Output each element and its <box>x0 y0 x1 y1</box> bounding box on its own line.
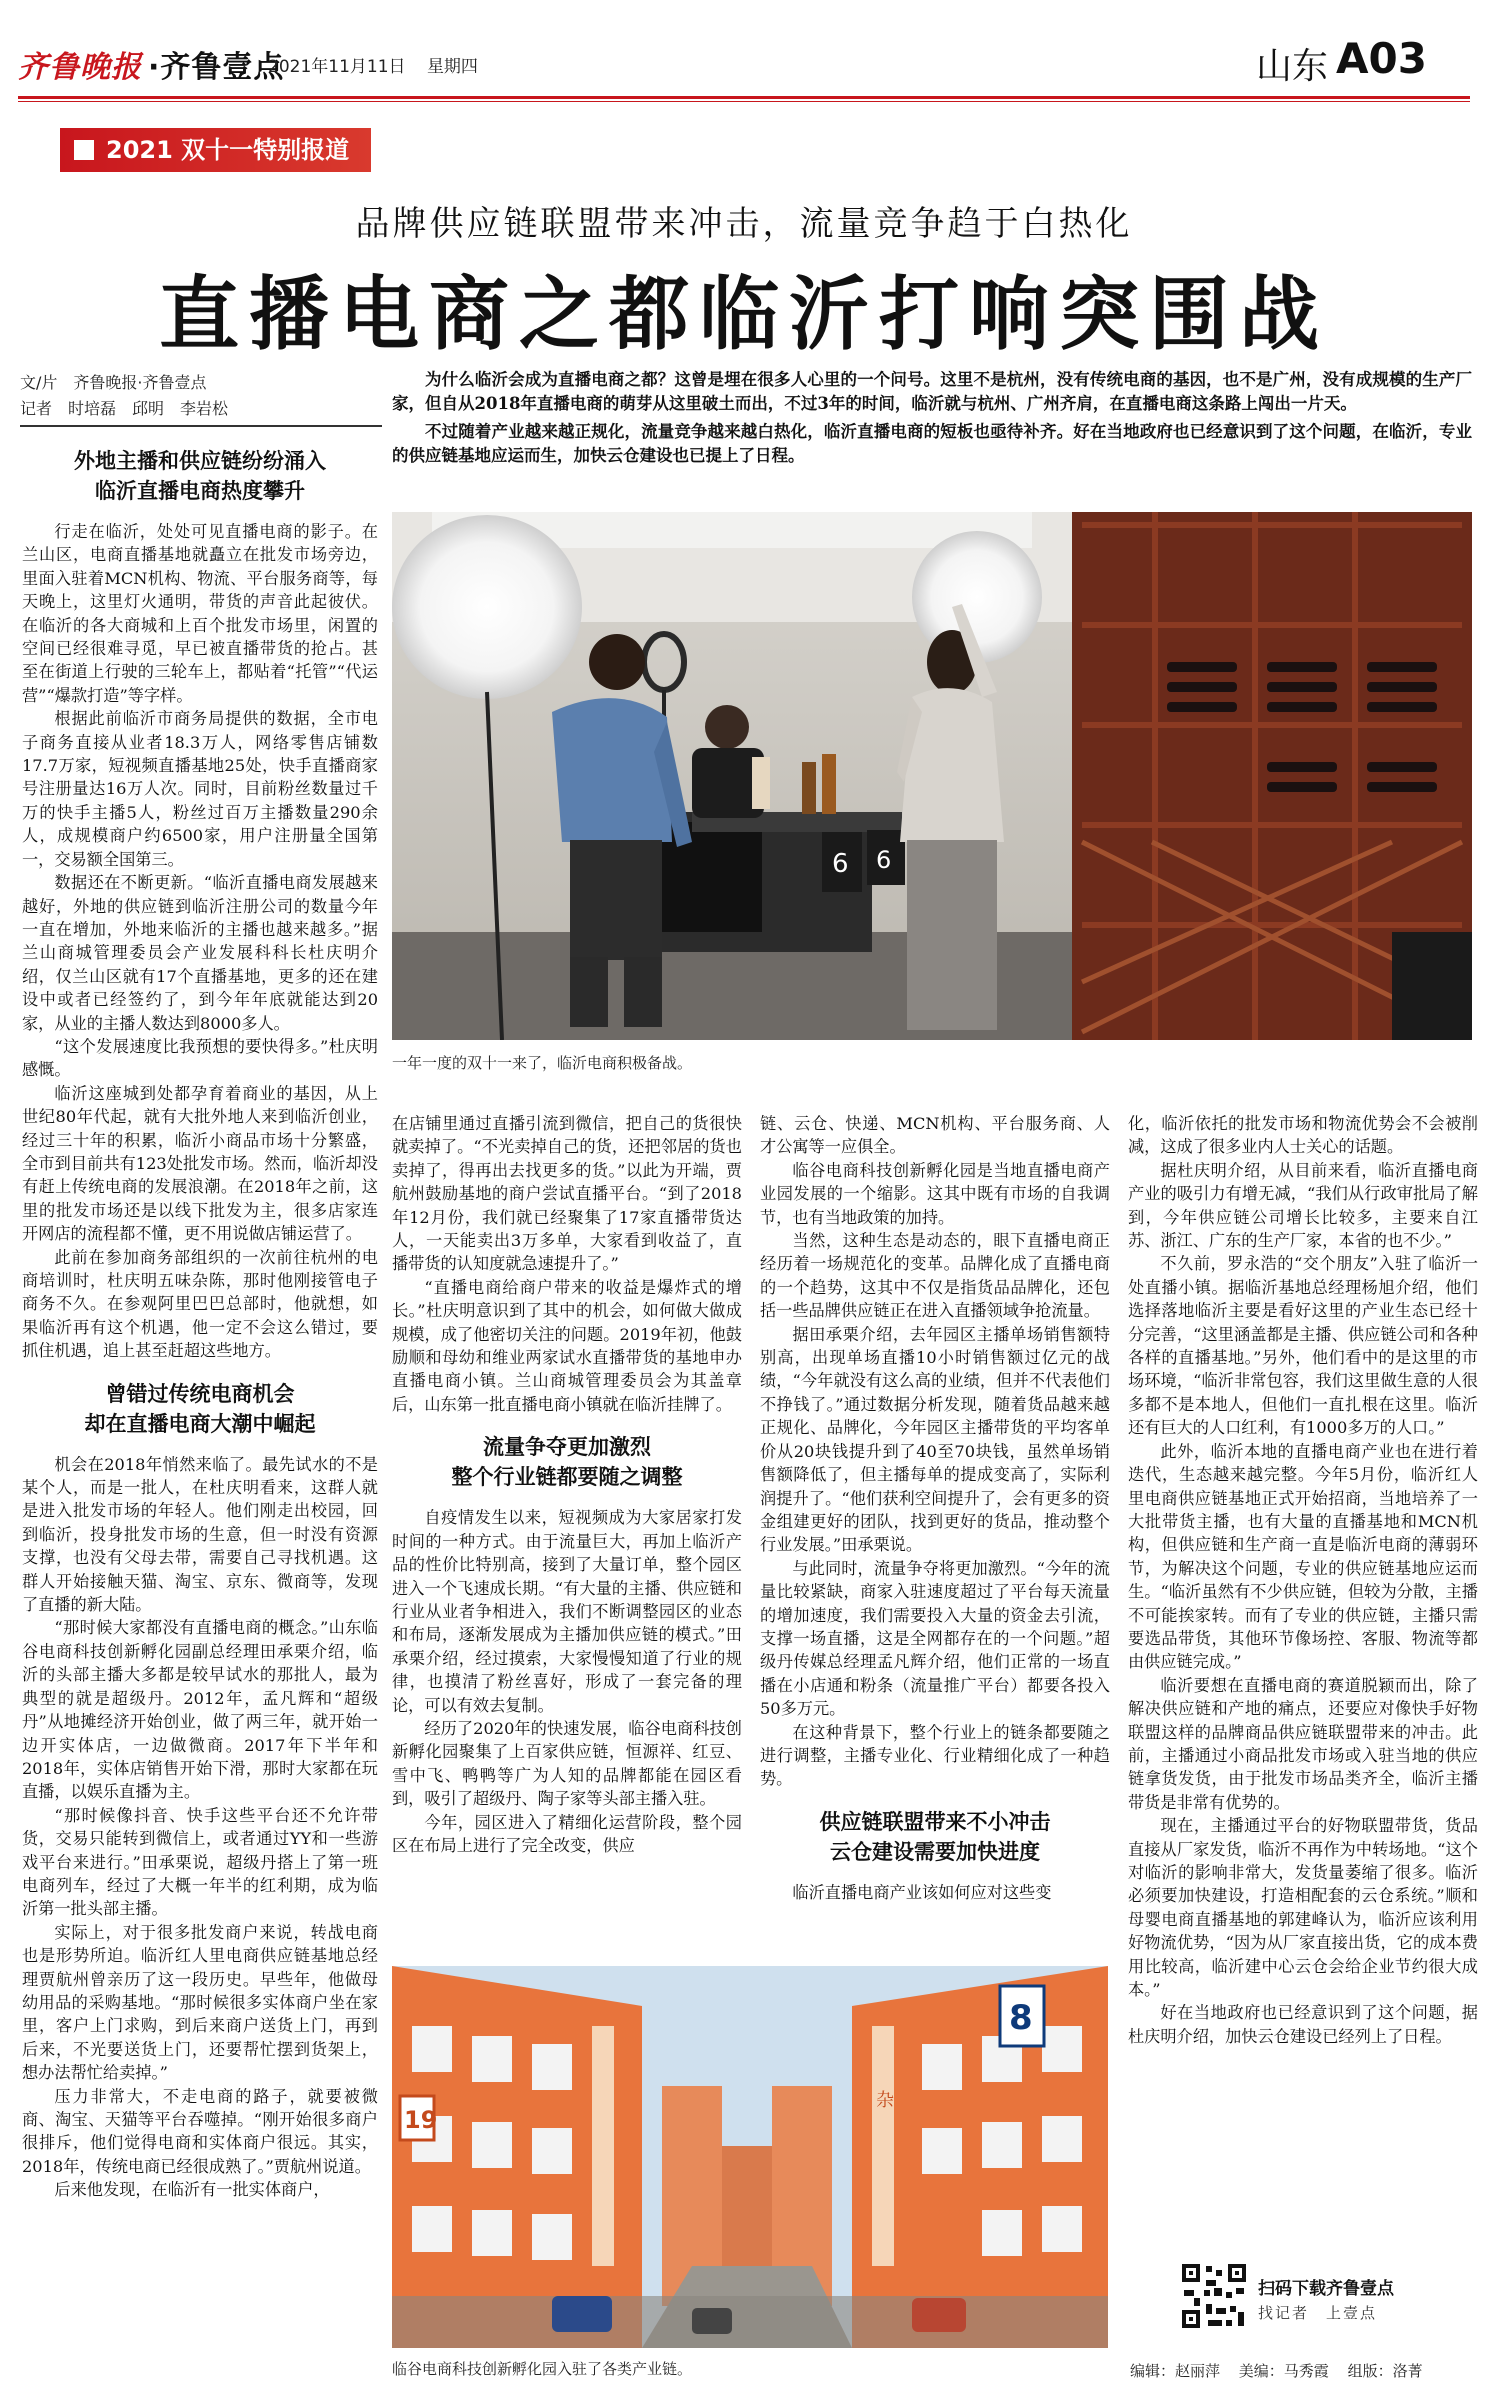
qr-subtitle: 找记者 上壹点 <box>1258 2304 1378 2322</box>
body-paragraph: 实际上，对于很多批发商户来说，转战电商也是形势所迫。临沂红人里电商供应链基地总经理贾航州曾亲历了这一段历史。早些年，他做母幼用品的采购基地。“那时候很多实体商户坐在家里，客户上门求购，到后来商户送货上门，再到后来，不光要送货上门，还要帮忙摆到货架上，想办法帮忙给卖掉。” <box>22 1922 378 2083</box>
article-column-2 <box>392 1112 742 1972</box>
body-paragraph: 后来他发现，在临沂有一批实体商户， <box>54 2180 330 2200</box>
vertical-sign-text: 杂 <box>876 2090 894 2111</box>
masthead <box>0 0 1488 108</box>
editor-credit: 编辑：赵丽萍 <box>1130 2362 1221 2380</box>
body-paragraph: 当然，这种生态是动态的，眼下直播电商正经历着一场规范化的变革。品牌化成了直播电商的一个趋势，这其中不仅是指货品品牌化，还包括一些品牌供应链正在进入直播领域争抢流量。 <box>760 1231 1110 1321</box>
photo1-caption: 一年一度的双十一来了，临沂电商积极备战。 <box>392 1054 693 1072</box>
building-number-left: 19 <box>404 2106 438 2134</box>
body-paragraph: “直播电商给商户带来的收益是爆炸式的增长。”杜庆明意识到了其中的机会，如何做大做成规模，成了他密切关注的问题。2019年初，他鼓励顺和母幼和维业两家试水直播带货的基地申办直播电商小镇。兰山商城管理委员会为其盖章后，山东第一批直播电商小镇就在临沂挂牌了。 <box>392 1277 742 1414</box>
special-report-banner <box>60 128 371 172</box>
body-paragraph: 临沂这座城到处都孕育着商业的基因，从上世纪80年代起，就有大批外地人来到临沂创业，经过三十年的积累，临沂小商品市场十分繁盛，全市到目前共有123处批发市场。然而，临沂却没有赶上传统电商的发展浪潮。在2018年之前，这里的批发市场还是以线下批发为主，很多店家连开网店的流程都不懂，更不用说做店铺运营了。 <box>22 1083 378 1244</box>
article-column-1 <box>22 446 378 2386</box>
section-name: 山东 <box>1256 46 1329 87</box>
brand-app-name: ·齐鲁壹点 <box>148 50 285 85</box>
body-paragraph: 数据还在不断更新。“临沂直播电商发展越来越好，外地的供应链到临沂注册公司的数量今年一直在增加，外地来临沂的主播也越来越多。”据兰山商城管理委员会产业发展科科长杜庆明介绍，仅兰山区就有17个直播基地，更多的还在建设中或者已经签约了，到今年年底就能达到20家，从业的主播人数达到8000多人。 <box>22 873 378 1033</box>
qr-download-label: 扫码下载齐鲁壹点 <box>1258 2279 1394 2299</box>
article-headline: 直播电商之都临沂打响突围战 <box>159 267 1329 361</box>
body-paragraph: 与此同时，流量争夺将更加激烈。“今年的流量比较紧缺，商家入驻速度超过了平台每天流量的增加速度，我们需要投入大量的资金去引流，支撑一场直播，这是全网都存在的一个问题。”超级丹传媒总经理孟凡辉介绍，他们正常的一场直播在小店通和粉条（流量推广平台）都要各投入50多万元。 <box>760 1558 1110 1719</box>
body-paragraph: 压力非常大，不走电商的路子，就要被微商、淘宝、天猫等平台吞噬掉。“刚开始很多商户很排斥，他们觉得电商和实体商户很远。其实，2018年，传统电商已经很成熟了。”贾航州说道。 <box>22 2086 378 2176</box>
special-report-label: 2021 双十一特别报道 <box>106 136 350 164</box>
svg-text:6: 6 <box>876 846 892 874</box>
body-paragraph: 根据此前临沂市商务局提供的数据，全市电子商务直接从业者18.3万人，网络零售店铺数17.7万家，短视频直播基地25处，快手直播商家号注册量达16万人次。同时，目前粉丝数量过千万的快手主播5人，粉丝过百万主播数量290余人，成规模商户约6500家，用户注册量全国第一，交易额全国第三。 <box>22 709 378 869</box>
body-paragraph: 现在，主播通过平台的好物联盟带货，货品直接从厂家发货，临沂不再作为中转场地。“这个对临沂的影响非常大，发货量萎缩了很多。临沂必须要加快建设，打造相配套的云仓系统。”顺和母婴电商直播基地的郭建峰认为，临沂应该利用好物流优势，“因为从厂家直接出货，它的成本费用比较高，临沂建中心云仓会给企业节约很大成本。” <box>1128 1816 1478 2000</box>
masthead-rule <box>18 96 1470 99</box>
photo2-caption: 临谷电商科技创新孵化园入驻了各类产业链。 <box>392 2360 693 2378</box>
article-column-3 <box>760 1112 1110 1972</box>
article-intro <box>392 368 1472 472</box>
intro-paragraph: 不过随着产业越来越正规化，流量竞争越来越白热化，临沂直播电商的短板也亟待补齐。好在当地政府也已经意识到了这个问题，在临沂，专业的供应链基地应运而生，加快云仓建设也已提上了日程。 <box>392 422 1472 465</box>
page-credits <box>1130 2360 1437 2381</box>
body-paragraph: 临沂要想在直播电商的赛道脱颖而出，除了解决供应链和产地的痛点，还要应对像快手好物联盟这样的品牌商品供应链联盟带来的冲击。此前，主播通过小商品批发市场或入驻当地的供应链拿货发货，由于批发市场品类齐全，临沂主播带货是非常有优势的。 <box>1128 1675 1478 1812</box>
body-paragraph: 此前在参加商务部组织的一次前往杭州的电商培训时，杜庆明五味杂陈，那时他刚接管电子商务不久。在参观阿里巴巴总部时，他就想，如果临沂再有这个机遇，他一定不会这么错过，要抓住机遇，追上甚至赶超这些地方。 <box>22 1247 378 1361</box>
building-number-right: 8 <box>1009 1998 1033 2038</box>
body-paragraph: 链、云仓、快递、MCN机构、平台服务商、人才公寓等一应俱全。 <box>760 1114 1110 1157</box>
design-credit: 美编：马秀霞 <box>1238 2362 1329 2380</box>
body-paragraph: 化，临沂依托的批发市场和物流优势会不会被削减，这成了很多业内人士关心的话题。 <box>1128 1114 1478 1157</box>
article-subheadline: 品牌供应链联盟带来冲击，流量竞争趋于白热化 <box>355 204 1133 244</box>
body-paragraph: 此外，临沂本地的直播电商产业也在进行着迭代，生态越来越完整。今年5月份，临沂红人里电商供应链基地正式开始招商，当地培养了一大批带货主播，也有大量的直播基地和MCN机构，但供应链和生产商一直是临沂电商的薄弱环节，为解决这个问题，专业的供应链基地应运而生。“临沂虽然有不少供应链，但较为分散，主播不可能挨家转。而有了专业的供应链，主播只需要选品带货，其他环节像场控、客服、物流等都由供应链完成。” <box>1128 1441 1478 1672</box>
section-subheading: 供应链联盟带来不小冲击 云仓建设需要加快进度 <box>819 1808 1051 1864</box>
intro-paragraph: 为什么临沂会成为直播电商之都？这曾是埋在很多人心里的一个问号。这里不是杭州，没有传统电商的基因，也不是广州，没有成规模的生产厂家，但自从2018年直播电商的萌芽从这里破土而出，不过3年的时间，临沂就与杭州、广州齐肩，在直播电商这条路上闯出一片天。 <box>392 370 1472 413</box>
body-paragraph: 据杜庆明介绍，从目前来看，临沂直播电商产业的吸引力有增无减，“我们从行政审批局了解到，今年供应链公司增长比较多，主要来自江苏、浙江、广东的生产厂家，本省的也不少。” <box>1128 1160 1478 1251</box>
byline <box>20 370 380 422</box>
qr-code-icon[interactable] <box>1180 2262 1248 2330</box>
section-subheading: 流量争夺更加激烈 整个行业链都要随之调整 <box>451 1434 683 1490</box>
byline-source: 文/片 齐鲁晚报·齐鲁壹点 <box>20 373 207 392</box>
section-subheading: 外地主播和供应链纷纷涌入 临沂直播电商热度攀升 <box>74 448 326 503</box>
byline-reporters: 记者 时培磊 邱明 李岩松 <box>20 399 229 418</box>
body-paragraph: 自疫情发生以来，短视频成为大家居家打发时间的一种方式。由于流量巨大，再加上临沂产品的性价比特别高，接到了大量订单，整个园区进入一个飞速成长期。“有大量的主播、供应链和行业从业者争相进入，我们不断调整园区的业态和布局，逐渐发展成为主播加供应链的模式。”田承栗介绍，经过摸索，大家慢慢知道了行业的规律，也摸清了粉丝喜好，形成了一套完备的理论，可以有效去复制。 <box>392 1508 742 1715</box>
body-paragraph: 好在当地政府也已经意识到了这个问题，据杜庆明介绍，加快云仓建设已经列上了日程。 <box>1128 2003 1478 2046</box>
byline-divider <box>20 425 382 427</box>
body-paragraph: 行走在临沂，处处可见直播电商的影子。在兰山区，电商直播基地就矗立在批发市场旁边，里面入驻着MCN机构、物流、平台服务商等，每天晚上，这里灯火通明，带货的声音此起彼伏。在临沂的各大商城和上百个批发市场里，闲置的空间已经很难寻觅，早已被直播带货的抢占。甚至在街道上行驶的三轮车上，都贴着“托管”“代运营”“爆款打造”等字样。 <box>22 522 378 705</box>
page-number: A03 <box>1336 34 1427 83</box>
masthead-rule-thin <box>18 101 1470 102</box>
photo-park-illustration <box>392 1966 1108 2348</box>
qr-code-graphic <box>1180 2262 1248 2330</box>
body-paragraph: 临谷电商科技创新孵化园是当地直播电商产业园发展的一个缩影。这其中既有市场的自我调节，也有当地政策的加持。 <box>760 1160 1110 1227</box>
photo-livestream-studio <box>392 512 1472 1040</box>
body-paragraph: “这个发展速度比我预想的要快得多。”杜庆明感慨。 <box>22 1036 378 1080</box>
body-paragraph: 经历了2020年的快速发展，临谷电商科技创新孵化园聚集了上百家供应链，恒源祥、红豆、雪中飞、鸭鸭等广为人知的品牌都能在园区看到，吸引了超级丹、陶子家等头部主播入驻。 <box>392 1718 742 1809</box>
body-paragraph: 机会在2018年悄然来临了。最先试水的不是某个人，而是一批人，在杜庆明看来，这群人就是进入批发市场的年轻人。他们刚走出校园，回到临沂，投身批发市场的生意，但一时没有资源支撑，也没有父母去带，需要自己寻找机遇。这群人开始接触天猫、淘宝、京东、微商等，发现了直播的新大陆。 <box>22 1454 378 1615</box>
body-paragraph: 在店铺里通过直播引流到微信，把自己的货很快就卖掉了。“不光卖掉自己的货，还把邻居的货也卖掉了，得再出去找更多的货。”以此为开端，贾航州鼓励基地的商户尝试直播平台。“到了2018年12月份，我们就已经聚集了17家直播带货达人，一天能卖出3万多单，大家看到收益了，直播带货的认知度就急速提升了。” <box>392 1114 742 1274</box>
body-paragraph: “那时候大家都没有直播电商的概念。”山东临谷电商科技创新孵化园副总经理田承栗介绍，临沂的头部主播大多都是较早试水的那批人，最为典型的就是超级丹。2012年，孟凡辉和“超级丹”从地摊经济开始创业，做了两三年，就开始一边开实体店，一边做微商。2017年下半年和2018年，实体店销售开始下滑，那时大家都在玩直播，以娱乐直播为主。 <box>22 1618 378 1802</box>
layout-credit: 组版：洛菁 <box>1347 2362 1423 2380</box>
photo-livestream-illustration <box>392 512 1472 1040</box>
photo-industrial-park <box>392 1966 1108 2348</box>
article-column-4 <box>1128 1112 1478 2352</box>
body-paragraph: 在这种背景下，整个行业上的链条都要随之进行调整，主播专业化、行业精细化成了一种趋势。 <box>760 1722 1110 1789</box>
body-paragraph: 今年，园区进入了精细化运营阶段，整个园区在布局上进行了完全改变，供应 <box>392 1812 742 1855</box>
body-paragraph: 据田承栗介绍，去年园区主播单场销售额特别高，出现单场直播10小时销售额过亿元的战绩，“今年就没有这么高的业绩，但并不代表他们不挣钱了。”通过数据分析发现，随着货品越来越正规化、品牌化，今年园区主播带货的平均客单价从20块钱提升到了40至70块钱，虽然单场销售额降低了，但主播每单的提成变高了，实际利润提升了。“他们获利空间提升了，会有更多的资金组建更好的团队，找到更好的货品，推动整个行业发展。”田承栗说。 <box>760 1324 1110 1555</box>
newspaper-logo <box>18 42 284 86</box>
section-subheading: 曾错过传统电商机会 却在直播电商大潮中崛起 <box>84 1380 316 1436</box>
square-icon <box>74 140 94 160</box>
date-text: 2021年11月11日 <box>268 57 406 77</box>
body-paragraph: “那时候像抖音、快手这些平台还不允许带货，交易只能转到微信上，或者通过YY和一些游戏平台来进行。”田承栗说，超级丹搭上了第一班电商列车，经过了大概一年半的红利期，成为临沂第一批头部主播。 <box>22 1805 378 1919</box>
brand-name: 齐鲁晚报 <box>18 50 142 85</box>
body-paragraph: 不久前，罗永浩的“交个朋友”入驻了临沂一处直播小镇。据临沂基地总经理杨旭介绍，他们选择落地临沂主要是看好这里的产业生态已经十分完善，“这里涵盖都是主播、供应链公司和各种各样的直播基地。”另外，他们看中的是这里的市场环境，“临沂非常包容，我们这里做生意的人很多都不是本地人，但他们一直扎根在这里。临沂还有巨大的人口红利，有1000多万的人口。” <box>1128 1254 1478 1438</box>
weekday-text: 星期四 <box>426 57 478 77</box>
publication-date <box>268 52 494 77</box>
body-paragraph: 临沂直播电商产业该如何应对这些变 <box>792 1882 1052 1902</box>
svg-text:6: 6 <box>832 849 849 879</box>
